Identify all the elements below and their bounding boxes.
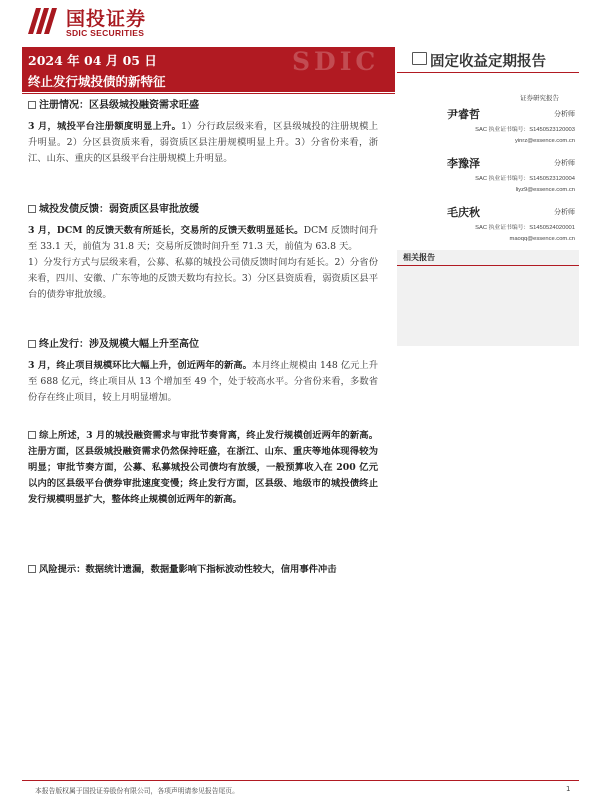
analyst-name: 毛庆秋 bbox=[447, 206, 480, 219]
bullet-square-icon bbox=[28, 205, 36, 213]
banner-watermark: SDIC bbox=[292, 47, 380, 76]
analyst-cert: SAC 执业证书编号：S1450523120004 bbox=[475, 176, 575, 182]
bullet-square-icon bbox=[28, 565, 36, 573]
related-reports-title: 相关报告 bbox=[403, 253, 435, 262]
sdic-logo-icon bbox=[28, 4, 62, 38]
department-label: 证券研究报告 bbox=[520, 94, 559, 102]
analyst-name: 尹睿哲 bbox=[447, 108, 480, 121]
analyst-card bbox=[447, 204, 575, 244]
report-date: 2024 年 04 月 05 日 bbox=[28, 53, 157, 68]
report-type-label: 固定收益定期报告 bbox=[430, 53, 546, 70]
analyst-card bbox=[447, 106, 575, 146]
analyst-cert: SAC 执业证书编号：S1450524020001 bbox=[475, 225, 575, 231]
bullet-square-icon bbox=[28, 101, 36, 109]
bullet-square-icon bbox=[28, 340, 36, 348]
analyst-card bbox=[447, 155, 575, 195]
report-title: 终止发行城投债的新特征 bbox=[28, 74, 166, 89]
section-paragraph: 3 月，终止项目规模环比大幅上升，创近两年的新高。本月终止规模由 148 亿元上升至 688 亿元，终止项目从 13 个增加至 49 个，处于较高水平。分省份来看，多数省份存在终止项目，较上月明显增加。 bbox=[28, 360, 378, 403]
analyst-role: 分析师 bbox=[554, 208, 575, 216]
analyst-cert: SAC 执业证书编号：S1450523120003 bbox=[475, 127, 575, 133]
related-reports-panel bbox=[397, 250, 579, 346]
logo-chinese-name: 国投证券 bbox=[66, 8, 147, 30]
risk-paragraph: 风险提示：数据统计遗漏，数据量影响下指标波动性较大，信用事件冲击 bbox=[28, 562, 378, 578]
related-reports-divider bbox=[397, 265, 579, 266]
summary-paragraph: 综上所述，3 月的城投融资需求与审批节奏背离，终止发行规模创近两年的新高。注册方面，区县级城投融资需求仍然保持旺盛，在浙江、山东、重庆等地体现得较为明显；审批节奏方面，公募、私募城投公司债均有放缓，一般预算收入在 200 亿元以内的区县级平台债券审批速度变慢；终止发行方面，区县级、地级市的城投债终止发行规模明显扩大，整体终止规模创近两年的新高。 bbox=[28, 430, 378, 505]
bullet-square-icon bbox=[28, 431, 36, 439]
section-paragraph: 1）分发行方式与层级来看，公募、私募的城投公司债反馈时间均有延长。2）分省份来看，四川、安徽、广东等地的反馈天数均有拉长。3）分区县资质看，弱资质区县平台的债券审批放缓。 bbox=[28, 257, 378, 300]
title-banner bbox=[22, 47, 395, 92]
footer-divider bbox=[22, 780, 579, 781]
section-issuance-feedback bbox=[28, 202, 378, 303]
analyst-role: 分析师 bbox=[554, 110, 575, 118]
analyst-email[interactable]: yinrz@essence.com.cn bbox=[514, 138, 575, 144]
banner-underline bbox=[22, 93, 395, 94]
footer-disclaimer: 本报告版权属于国投证券股份有限公司，各项声明请参见报告尾页。 bbox=[35, 787, 239, 795]
section-paragraph: 3 月，DCM 的反馈天数有所延长，交易所的反馈天数明显延长。DCM 反馈时间升至 33.1 天，前值为 31.8 天；交易所反馈时间升至 71.3 天，前值为 63.8 天。 bbox=[28, 225, 379, 252]
analyst-role: 分析师 bbox=[554, 159, 575, 167]
section-summary bbox=[28, 428, 378, 508]
section-risk bbox=[28, 562, 378, 578]
analyst-email[interactable]: maoqq@essence.com.cn bbox=[509, 236, 575, 242]
section-termination bbox=[28, 337, 378, 406]
analyst-email[interactable]: liyz9@essence.com.cn bbox=[515, 187, 575, 193]
logo-english-name: SDIC SECURITIES bbox=[66, 28, 145, 38]
section-heading: 终止发行：涉及规模大幅上升至高位 bbox=[28, 337, 378, 353]
report-type-underline bbox=[397, 72, 579, 73]
section-heading: 注册情况：区县级城投融资需求旺盛 bbox=[28, 98, 378, 114]
page-number: 1 bbox=[566, 785, 571, 793]
report-icon bbox=[412, 52, 427, 65]
section-registration bbox=[28, 98, 378, 167]
section-heading: 城投发债反馈：弱资质区县审批放缓 bbox=[28, 202, 378, 218]
section-paragraph: 3 月，城投平台注册额度明显上升。1）分行政层级来看，区县级城投的注册规模上升明显。2）分区县资质来看，弱资质区县注册规模明显上升。3）分省份来看，浙江、山东、重庆的区县级平台注册规模上升明显。 bbox=[28, 121, 378, 164]
report-type bbox=[412, 50, 546, 70]
analyst-name: 李豫泽 bbox=[447, 157, 480, 170]
